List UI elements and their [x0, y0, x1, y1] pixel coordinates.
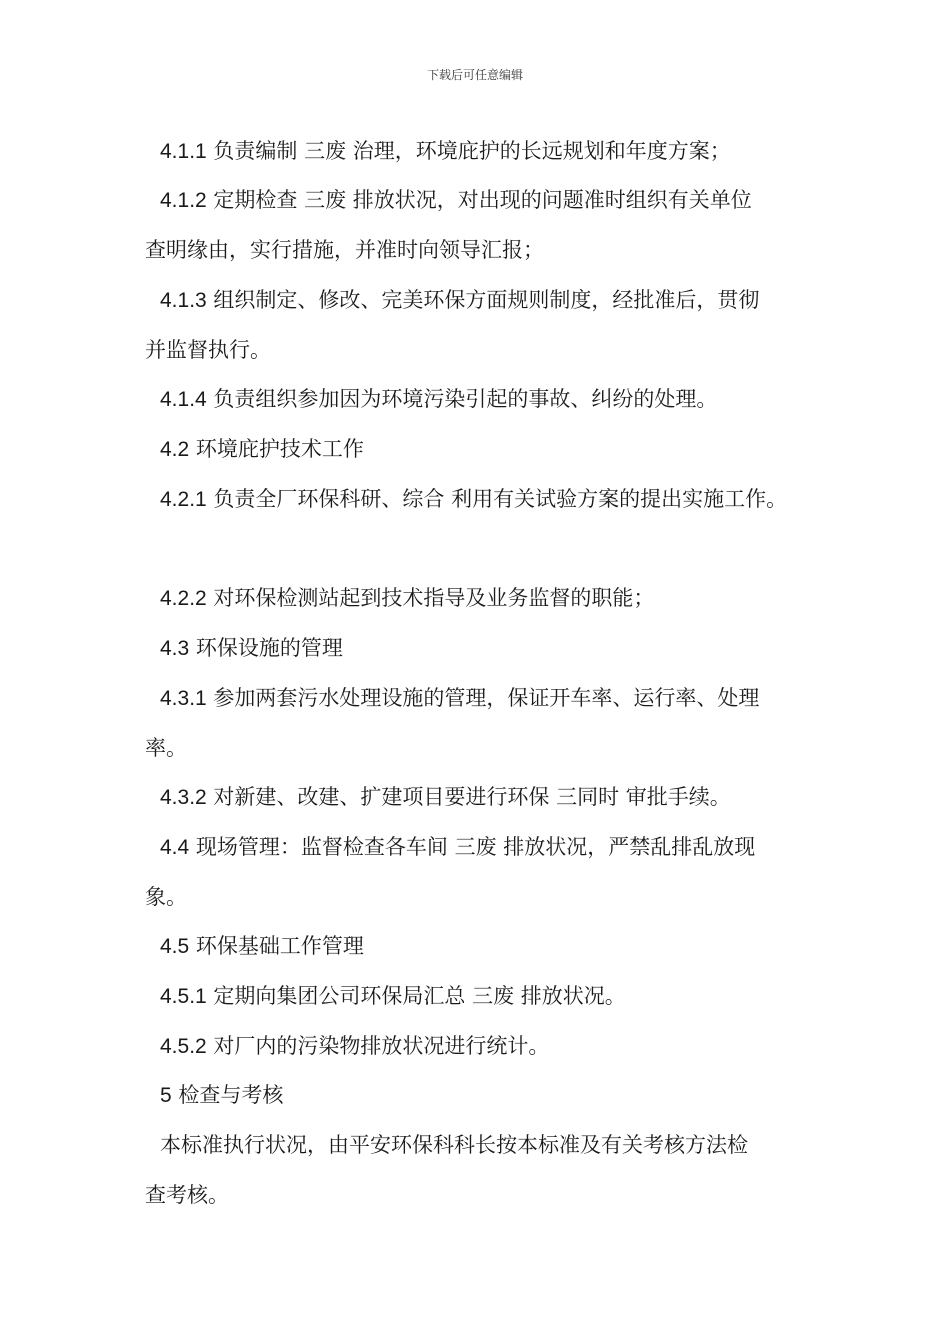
line-text: 负责组织参加因为环境污染引起的事故、纠纷的处理。 — [213, 387, 718, 411]
section-number: 4.5.1 — [160, 985, 207, 1008]
section-heading — [160, 435, 364, 464]
line-text: 定期检查 三废 排放状况，对出现的问题准时组织有关单位 — [213, 188, 752, 212]
line-text: 负责编制 三废 治理，环境庇护的长远规划和年度方案； — [213, 139, 731, 163]
line-text: 象。 — [145, 885, 187, 909]
paragraph-line — [160, 684, 759, 713]
paragraph-line — [160, 385, 717, 414]
section-number: 5 — [160, 1084, 172, 1107]
line-text: 环保基础工作管理 — [195, 934, 364, 958]
paragraph-line — [160, 833, 755, 862]
section-heading — [160, 932, 364, 961]
paragraph-line — [160, 286, 759, 315]
page-header: 下载后可任意编辑 — [426, 68, 523, 82]
paragraph-line — [160, 783, 731, 812]
paragraph-line — [160, 485, 787, 514]
line-text: 环保设施的管理 — [195, 636, 343, 660]
line-text: 率。 — [145, 736, 187, 760]
section-heading — [160, 634, 343, 663]
line-text: 负责全厂环保科研、综合 利用有关试验方案的提出实施工作。 — [213, 487, 788, 511]
paragraph-line — [145, 883, 187, 911]
line-text: 本标准执行状况，由平安环保科科长按本标准及有关考核方法检 — [160, 1133, 748, 1157]
section-number: 4.2.2 — [160, 587, 207, 610]
section-number: 4.1.4 — [160, 388, 207, 411]
paragraph-line — [145, 1181, 229, 1209]
line-text: 组织制定、修改、完美环保方面规则制度，经批准后，贯彻 — [213, 288, 760, 312]
section-heading — [160, 1081, 283, 1110]
paragraph-line — [160, 584, 654, 613]
section-number: 4.1.2 — [160, 189, 207, 212]
section-number: 4.1.1 — [160, 140, 207, 163]
line-text: 现场管理：监督检查各车间 三废 排放状况，严禁乱排乱放现 — [195, 835, 756, 859]
section-number: 4.5 — [160, 935, 190, 958]
section-number: 4.2.1 — [160, 488, 207, 511]
section-number: 4.5.2 — [160, 1035, 207, 1058]
line-text: 参加两套污水处理设施的管理，保证开车率、运行率、处理 — [213, 686, 760, 710]
paragraph-line — [145, 236, 544, 264]
paragraph-line — [145, 336, 271, 364]
line-text: 对新建、改建、扩建项目要进行环保 三同时 审批手续。 — [213, 785, 731, 809]
line-text: 检查与考核 — [178, 1083, 284, 1107]
line-text: 对厂内的污染物排放状况进行统计。 — [213, 1034, 550, 1058]
paragraph-line — [160, 137, 731, 166]
section-number: 4.3.2 — [160, 786, 207, 809]
line-text: 并监督执行。 — [145, 338, 271, 362]
section-number: 4.2 — [160, 438, 190, 461]
line-text: 查明缘由，实行措施，并准时向领导汇报； — [145, 238, 544, 262]
line-text: 对环保检测站起到技术指导及业务监督的职能； — [213, 586, 655, 610]
section-number: 4.4 — [160, 836, 190, 859]
paragraph-line — [160, 982, 626, 1011]
paragraph-line — [145, 734, 187, 762]
line-text: 定期向集团公司环保局汇总 三废 排放状况。 — [213, 984, 626, 1008]
line-text: 查考核。 — [145, 1183, 229, 1207]
paragraph-line — [160, 1131, 748, 1159]
paragraph-line — [160, 186, 752, 215]
paragraph-line — [160, 1032, 549, 1061]
section-number: 4.3.1 — [160, 687, 207, 710]
section-number: 4.3 — [160, 637, 190, 660]
section-number: 4.1.3 — [160, 289, 207, 312]
line-text: 环境庇护技术工作 — [195, 437, 364, 461]
